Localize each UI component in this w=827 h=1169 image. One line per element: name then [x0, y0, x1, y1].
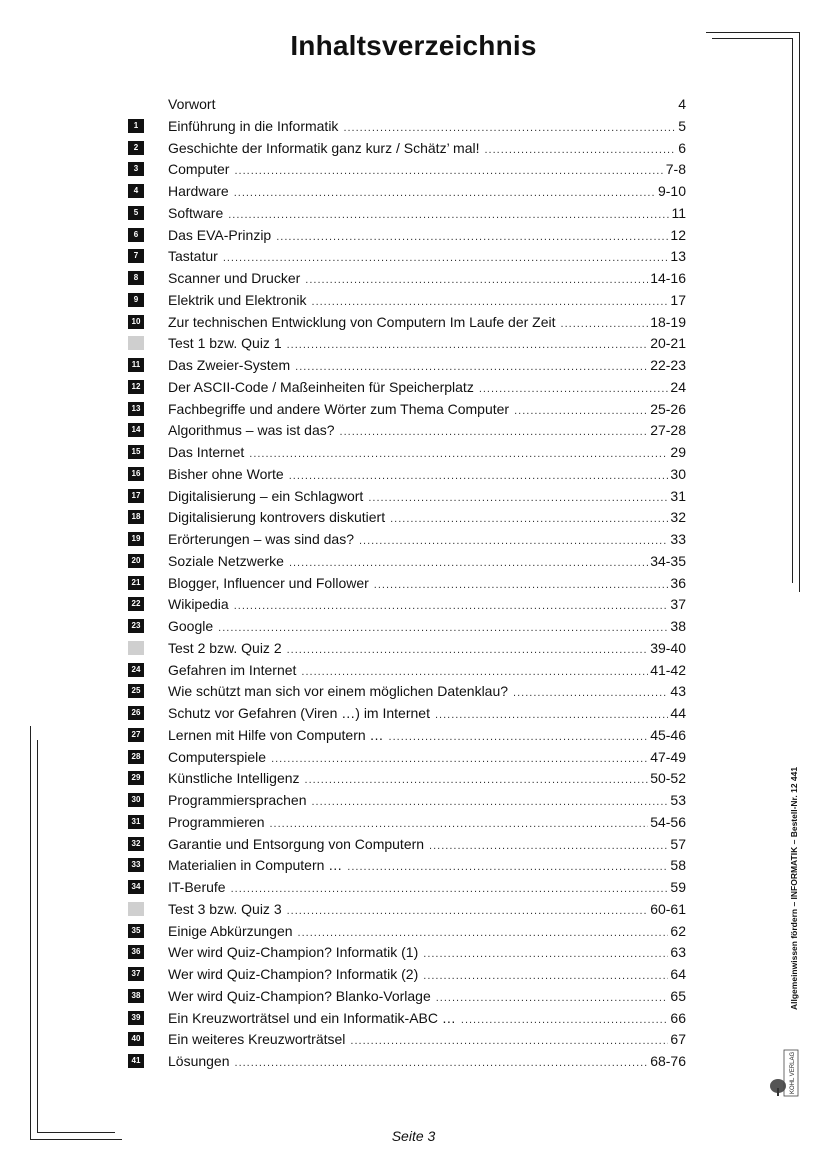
toc-entry-page: 45-46 [650, 726, 686, 743]
toc-entry-page: 60-61 [650, 900, 686, 917]
toc-entry [128, 116, 688, 138]
toc-entry [128, 1029, 688, 1051]
toc-entry [128, 899, 688, 921]
toc-entry [128, 812, 688, 834]
dot-leader [374, 575, 669, 595]
toc-entry-title: Künstliche Intelligenz [168, 770, 300, 787]
chapter-number-badge: 37 [128, 967, 144, 981]
dot-leader [269, 814, 648, 834]
dot-leader [249, 444, 668, 464]
toc-entry-page: 6 [678, 139, 686, 156]
toc-entry [128, 399, 688, 421]
toc-entry-page: 24 [670, 378, 686, 395]
toc-entry-title: Elektrik und Elektronik [168, 291, 307, 308]
dot-leader [513, 683, 668, 703]
toc-entry [128, 594, 688, 616]
toc-entry-title: Digitalisierung kontrovers diskutiert [168, 509, 386, 526]
chapter-number-badge: 27 [128, 728, 144, 742]
dot-leader [389, 727, 649, 747]
toc-entry-page: 5 [678, 117, 686, 134]
dot-leader [359, 531, 668, 551]
chapter-number-badge: 31 [128, 815, 144, 829]
dot-leader [350, 1031, 668, 1051]
toc-entry-line [168, 812, 686, 834]
toc-entry [128, 507, 688, 529]
dot-leader [461, 1010, 669, 1030]
toc-entry-line [168, 159, 686, 181]
toc-entry-page: 20-21 [650, 335, 686, 352]
dot-leader [312, 792, 669, 812]
frame-line-right-vertical-2 [792, 38, 793, 583]
toc-entry-page: 66 [670, 1009, 686, 1026]
frame-line-left-vertical [30, 726, 31, 1140]
chapter-number-badge: 38 [128, 989, 144, 1003]
toc-entry-title: Test 1 bzw. Quiz 1 [168, 335, 282, 352]
toc-entry [128, 660, 688, 682]
toc-entry-title: Wie schützt man sich vor einem möglichen Datenklau? [168, 683, 509, 700]
toc-entry-title: Geschichte der Informatik ganz kurz / Schätz’ mal! [168, 139, 480, 156]
toc-entry-page: 59 [670, 879, 686, 895]
toc-entry-line [168, 747, 686, 769]
dot-leader [218, 618, 668, 638]
dot-leader [485, 140, 677, 160]
dot-leader [514, 401, 648, 421]
toc-entry [128, 268, 688, 290]
chapter-number-badge: 12 [128, 380, 144, 394]
chapter-number-badge: 19 [128, 532, 144, 546]
toc-entry [128, 464, 688, 486]
toc-entry-page: 30 [670, 465, 686, 482]
toc-entry [128, 681, 688, 703]
toc-entry-title: Gefahren im Internet [168, 661, 297, 678]
dot-leader [223, 248, 669, 268]
chapter-number-badge: 2 [128, 141, 144, 155]
toc-entry [128, 551, 688, 573]
toc-entry-page: 31 [670, 487, 686, 504]
chapter-number-badge: 13 [128, 402, 144, 416]
dot-leader [298, 923, 669, 943]
toc-entry-title: Wer wird Quiz-Champion? Informatik (1) [168, 944, 419, 961]
chapter-number-badge: 24 [128, 663, 144, 677]
test-marker [128, 902, 144, 916]
toc-entry [128, 725, 688, 747]
frame-line-top-right-2 [712, 38, 792, 39]
toc-entry-page: 13 [670, 248, 686, 265]
chapter-number-badge: 16 [128, 467, 144, 481]
toc-entry-title: Wer wird Quiz-Champion? Informatik (2) [168, 966, 419, 982]
toc-entry-title: Garantie und Entsorgung von Computern [168, 835, 425, 852]
toc-entry-page: 58 [670, 857, 686, 874]
toc-entry [128, 1008, 688, 1030]
toc-entry-title: Der ASCII-Code / Maßeinheiten für Speicherplatz [168, 378, 474, 395]
toc-entry [128, 377, 688, 399]
dot-leader [423, 944, 668, 964]
toc-entry [128, 964, 688, 986]
tree-logo-icon [768, 1048, 804, 1098]
dot-leader [271, 749, 648, 769]
toc-entry [128, 203, 688, 225]
dot-leader [301, 662, 648, 682]
chapter-number-badge: 39 [128, 1011, 144, 1025]
toc-entry-title: Hardware [168, 183, 229, 199]
toc-entry [128, 94, 688, 116]
toc-entry-page: 27-28 [650, 422, 686, 439]
toc-entry-line [168, 181, 686, 203]
chapter-number-badge: 28 [128, 750, 144, 764]
dot-leader [234, 596, 669, 616]
toc-entry-title: Software [168, 204, 224, 221]
toc-entry [128, 138, 688, 160]
toc-entry-title: Test 3 bzw. Quiz 3 [168, 900, 282, 917]
toc-entry [128, 312, 688, 334]
toc-entry-page: 39-40 [650, 639, 686, 656]
toc-entry-line [168, 355, 686, 377]
chapter-number-badge: 7 [128, 249, 144, 263]
toc-entry-page: 50-52 [650, 770, 686, 787]
toc-entry-title: Das Zweier-System [168, 357, 291, 373]
toc-entry-line [168, 377, 686, 399]
toc-entry [128, 181, 688, 203]
toc-entry-title: Wikipedia [168, 596, 229, 613]
toc-entry-title: Lösungen [168, 1053, 230, 1069]
toc-entry-line [168, 573, 686, 595]
toc-entry-title: Computer [168, 161, 230, 178]
toc-entry [128, 355, 688, 377]
toc-entry-title: Schutz vor Gefahren (Viren …) im Internet [168, 705, 430, 721]
toc-entry-page: 64 [670, 966, 686, 982]
dot-leader [234, 183, 656, 203]
toc-entry-line [168, 768, 686, 790]
toc-entry-line [168, 1051, 686, 1073]
toc-entry-line [168, 464, 686, 486]
dot-leader [479, 379, 669, 399]
dot-leader [289, 466, 669, 486]
chapter-number-badge: 36 [128, 945, 144, 959]
toc-entry-line [168, 399, 686, 421]
toc-entry-line [168, 616, 686, 638]
toc-entry-line [168, 703, 686, 725]
toc-entry-page: 29 [670, 444, 686, 460]
dot-leader [287, 901, 649, 921]
frame-line-top-right [706, 32, 800, 33]
toc-entry-page: 41-42 [650, 661, 686, 678]
toc-entry-line [168, 594, 686, 616]
chapter-number-badge: 5 [128, 206, 144, 220]
toc-entry-page: 7-8 [665, 161, 686, 178]
toc-entry-line [168, 921, 686, 943]
dot-leader [305, 770, 649, 790]
dot-leader [435, 705, 668, 725]
chapter-number-badge: 18 [128, 510, 144, 524]
test-marker [128, 641, 144, 655]
toc-entry-line [168, 529, 686, 551]
toc-entry-title: Wer wird Quiz-Champion? Blanko-Vorlage [168, 987, 431, 1004]
toc-entry-line [168, 138, 686, 160]
toc-entry-title: Scanner und Drucker [168, 270, 301, 286]
toc-entry-page: 37 [670, 596, 686, 613]
chapter-number-badge: 20 [128, 554, 144, 568]
toc-entry-page: 12 [670, 226, 686, 243]
toc-entry-page: 33 [670, 531, 686, 547]
toc-entry-line [168, 986, 686, 1008]
dot-leader [287, 640, 649, 660]
toc-entry-page: 4 [678, 96, 686, 112]
toc-entry [128, 159, 688, 181]
toc-entry-page: 54-56 [650, 813, 686, 830]
toc-entry-page: 34-35 [650, 552, 686, 569]
dot-leader [390, 509, 668, 529]
toc-entry-title: Digitalisierung – ein Schlagwort [168, 487, 364, 504]
chapter-number-badge: 35 [128, 924, 144, 938]
toc-entry-line [168, 290, 686, 312]
dot-leader [234, 161, 663, 181]
toc-entry-line [168, 877, 686, 899]
toc-entry [128, 921, 688, 943]
logo-text: KOHL VERLAG [790, 1051, 796, 1094]
page-title: Inhaltsverzeichnis [290, 30, 537, 61]
toc-entry-line [168, 725, 686, 747]
toc-entry-title: Erörterungen – was sind das? [168, 531, 354, 547]
chapter-number-badge: 26 [128, 706, 144, 720]
toc-entry-title: Programmiersprachen [168, 792, 307, 808]
toc-entry-title: Computerspiele [168, 748, 267, 765]
toc-entry [128, 442, 688, 464]
toc-entry [128, 747, 688, 769]
toc-entry-title: Vorwort [168, 96, 216, 112]
toc-entry [128, 768, 688, 790]
toc-entry-line [168, 1029, 686, 1051]
frame-line-left-vertical-2 [37, 740, 38, 1132]
toc-entry-title: Lernen mit Hilfe von Computern … [168, 726, 384, 743]
toc-entry [128, 942, 688, 964]
toc-entry-line [168, 681, 686, 703]
toc-entry-line [168, 225, 686, 247]
toc-entry [128, 1051, 688, 1073]
toc-entry-title: Zur technischen Entwicklung von Computern Im Laufe der Zeit [168, 313, 556, 330]
toc-entry [128, 333, 688, 355]
chapter-number-badge: 6 [128, 228, 144, 242]
dot-leader [343, 118, 676, 138]
publisher-order-text: Allgemeinwissen fördern – INFORMATIK – Bestell-Nr. 12 441 [789, 766, 799, 1010]
toc-entry-page: 18-19 [650, 313, 686, 330]
dot-leader [235, 1053, 649, 1073]
toc-entry-page: 47-49 [650, 748, 686, 765]
dot-leader [368, 488, 668, 508]
toc-entry-title: Einige Abkürzungen [168, 922, 293, 939]
toc-entry-line [168, 246, 686, 268]
toc-entry-page: 14-16 [650, 270, 686, 286]
toc-entry-line [168, 1008, 686, 1030]
dot-leader [287, 335, 649, 355]
toc-entry-line [168, 486, 686, 508]
publisher-logo [768, 1048, 804, 1098]
toc-entry-title: Fachbegriffe und andere Wörter zum Thema Computer [168, 400, 510, 417]
frame-line-right-vertical [799, 32, 800, 592]
toc-entry-page: 68-76 [650, 1053, 686, 1069]
toc-entry-line [168, 333, 686, 355]
toc-entry-line [168, 551, 686, 573]
toc-entry [128, 246, 688, 268]
toc-entry-page: 36 [670, 574, 686, 591]
toc-entry-line [168, 312, 686, 334]
toc-entry-line [168, 442, 686, 464]
toc-entry-line [168, 855, 686, 877]
toc-entry-title: Test 2 bzw. Quiz 2 [168, 639, 282, 656]
chapter-number-badge: 10 [128, 315, 144, 329]
toc-entry-title: Das Internet [168, 444, 245, 460]
toc-entry-title: Tastatur [168, 248, 218, 265]
dot-leader [340, 422, 649, 442]
toc-entry [128, 703, 688, 725]
chapter-number-badge: 29 [128, 771, 144, 785]
toc-entry-page: 67 [670, 1031, 686, 1048]
toc-entry-line [168, 203, 686, 225]
toc-entry-title: IT-Berufe [168, 879, 226, 895]
toc-entry-line [168, 660, 686, 682]
dot-leader [305, 270, 648, 290]
toc-entry-title: Programmieren [168, 813, 265, 830]
chapter-number-badge: 15 [128, 445, 144, 459]
toc-entry [128, 290, 688, 312]
dot-leader [276, 227, 668, 247]
toc-entry-line [168, 834, 686, 856]
toc-entry-page: 57 [670, 835, 686, 852]
toc-entry-line [168, 507, 686, 529]
toc-entry [128, 986, 688, 1008]
toc-entry-line [168, 116, 686, 138]
toc-entry-page: 38 [670, 618, 686, 634]
dot-leader [423, 966, 668, 986]
dot-leader [312, 292, 669, 312]
dot-leader [289, 553, 648, 573]
chapter-number-badge: 41 [128, 1054, 144, 1068]
dot-leader [347, 857, 668, 877]
toc-entry [128, 420, 688, 442]
toc-entry-title: Google [168, 618, 214, 634]
toc-entry [128, 573, 688, 595]
toc-entry-title: Ein weiteres Kreuzworträtsel [168, 1031, 346, 1048]
toc-entry-page: 43 [670, 683, 686, 700]
toc-entry-page: 17 [670, 291, 686, 308]
toc-entry-line [168, 638, 686, 660]
toc-entry-line [168, 942, 686, 964]
toc-entry-page: 9-10 [657, 183, 686, 199]
toc-entry [128, 877, 688, 899]
dot-leader [436, 988, 669, 1008]
test-marker [128, 336, 144, 350]
toc-entry-page: 53 [670, 792, 686, 808]
dot-leader [561, 314, 649, 334]
chapter-number-badge: 30 [128, 793, 144, 807]
toc-entry [128, 790, 688, 812]
toc-entry-page: 11 [671, 204, 686, 221]
chapter-number-badge: 9 [128, 293, 144, 307]
toc-entry-title: Bisher ohne Worte [168, 465, 284, 482]
toc-entry [128, 638, 688, 660]
chapter-number-badge: 25 [128, 684, 144, 698]
publisher-sidebar [783, 720, 805, 1010]
toc-entry-title: Soziale Netzwerke [168, 552, 284, 569]
table-of-contents [128, 94, 688, 1073]
chapter-number-badge: 3 [128, 162, 144, 176]
toc-entry-line [168, 420, 686, 442]
toc-entry-title: Einführung in die Informatik [168, 117, 339, 134]
toc-entry-line [168, 964, 686, 986]
toc-entry-page: 22-23 [650, 357, 686, 373]
dot-leader [295, 357, 648, 377]
chapter-number-badge: 14 [128, 423, 144, 437]
toc-entry [128, 855, 688, 877]
page-number: Seite 3 [391, 1128, 436, 1144]
dot-leader [231, 879, 669, 899]
chapter-number-badge: 8 [128, 271, 144, 285]
chapter-number-badge: 40 [128, 1032, 144, 1046]
dot-leader [429, 836, 668, 856]
chapter-number-badge: 11 [128, 358, 144, 372]
toc-entry-page: 32 [670, 509, 686, 526]
toc-entry-page: 25-26 [650, 400, 686, 417]
toc-entry-page: 63 [670, 944, 686, 961]
chapter-number-badge: 34 [128, 880, 144, 894]
chapter-number-badge: 4 [128, 184, 144, 198]
toc-entry-line [168, 790, 686, 812]
toc-entry-line [168, 899, 686, 921]
toc-entry-title: Materialien in Computern … [168, 857, 343, 874]
chapter-number-badge: 1 [128, 119, 144, 133]
chapter-number-badge: 17 [128, 489, 144, 503]
dot-leader [228, 205, 669, 225]
chapter-number-badge: 22 [128, 597, 144, 611]
toc-entry [128, 486, 688, 508]
toc-entry-title: Ein Kreuzworträtsel und ein Informatik-ABC … [168, 1009, 456, 1026]
toc-entry-line [168, 268, 686, 290]
chapter-number-badge: 33 [128, 858, 144, 872]
chapter-number-badge: 21 [128, 576, 144, 590]
chapter-number-badge: 23 [128, 619, 144, 633]
toc-entry [128, 529, 688, 551]
toc-entry [128, 834, 688, 856]
toc-entry-title: Blogger, Influencer und Follower [168, 574, 369, 591]
toc-entry [128, 616, 688, 638]
toc-entry-line [168, 94, 686, 114]
toc-entry-page: 65 [670, 987, 686, 1004]
chapter-number-badge: 32 [128, 837, 144, 851]
toc-entry-page: 62 [670, 922, 686, 939]
toc-entry-page: 44 [670, 705, 686, 721]
toc-entry-title: Algorithmus – was ist das? [168, 422, 335, 439]
toc-entry-title: Das EVA-Prinzip [168, 226, 272, 243]
toc-entry [128, 225, 688, 247]
